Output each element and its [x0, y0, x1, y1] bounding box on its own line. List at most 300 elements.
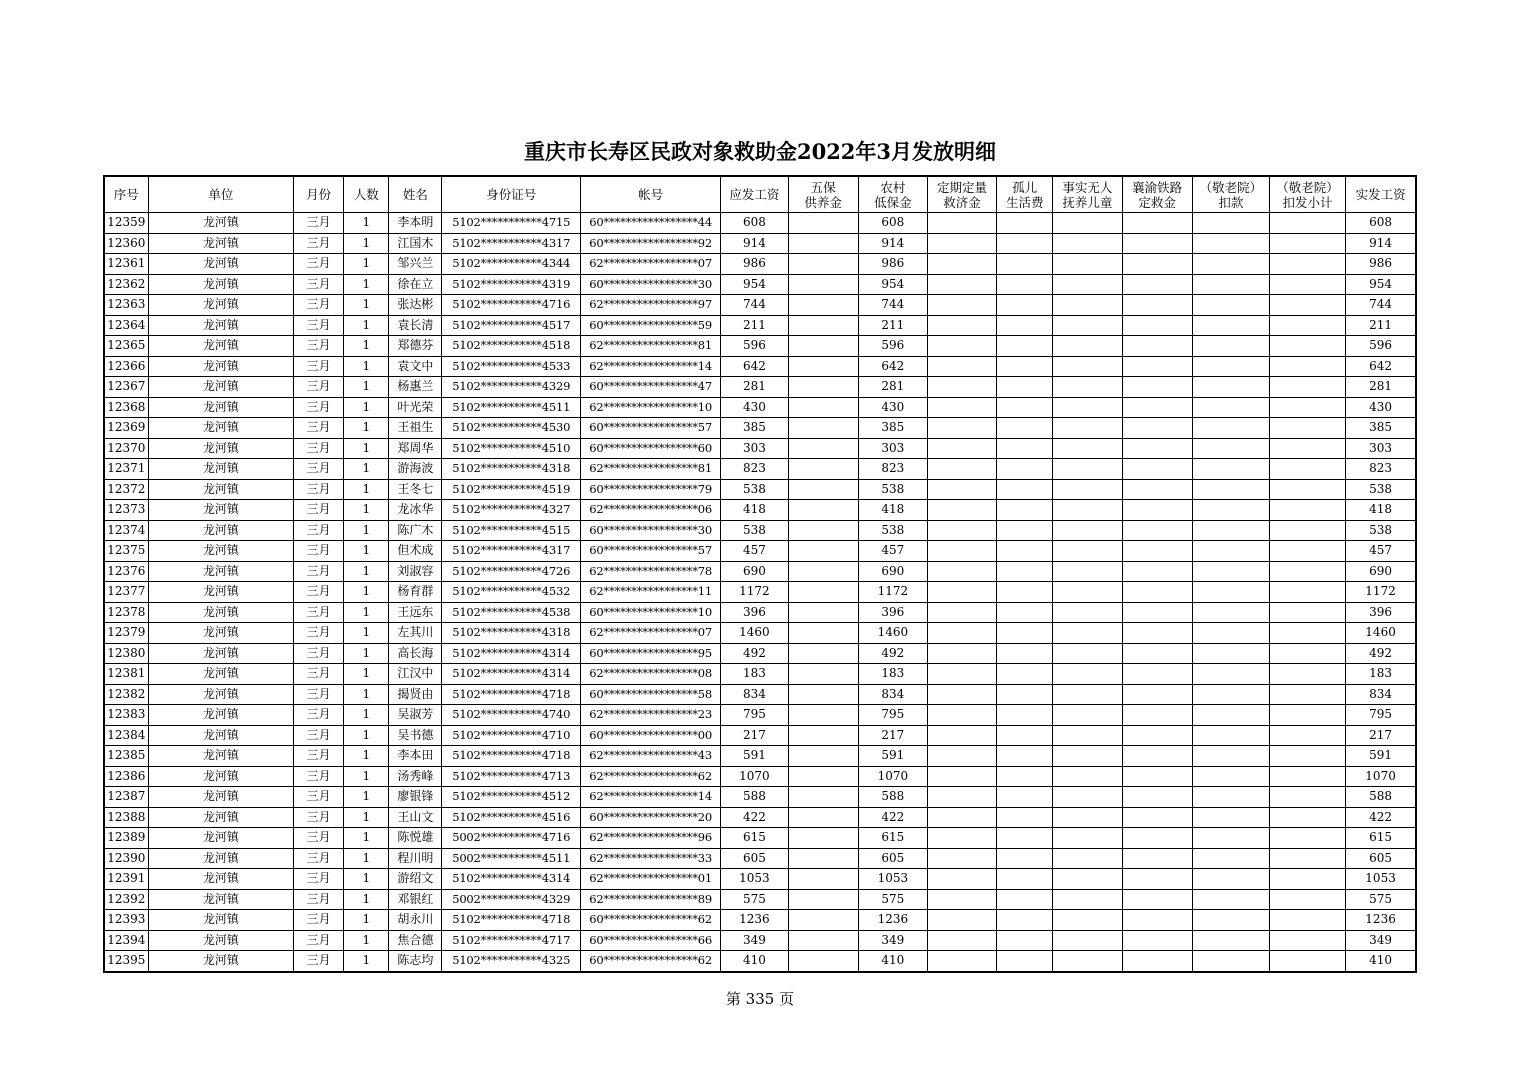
cell-railway	[1122, 643, 1192, 664]
cell-count: 1	[344, 233, 389, 254]
header-col-id-number: 身份证号	[442, 176, 580, 213]
cell-id-number: 5102***********4530	[442, 418, 580, 439]
cell-unit: 龙河镇	[148, 233, 293, 254]
cell-name: 陈悦雄	[389, 828, 442, 849]
cell-payable: 418	[721, 500, 788, 521]
cell-orphan	[997, 315, 1053, 336]
cell-deduction	[1192, 233, 1269, 254]
cell-unsupported-child	[1053, 541, 1122, 562]
cell-orphan	[997, 807, 1053, 828]
cell-month: 三月	[294, 295, 344, 316]
cell-orphan	[997, 233, 1053, 254]
cell-unsupported-child	[1053, 910, 1122, 931]
cell-orphan	[997, 582, 1053, 603]
cell-actual: 538	[1346, 520, 1416, 541]
cell-wubao	[788, 213, 858, 234]
cell-month: 三月	[294, 828, 344, 849]
table-row	[104, 459, 1416, 480]
cell-name: 陈志均	[389, 951, 442, 972]
cell-dibao: 605	[858, 848, 927, 869]
cell-deduction-subtotal	[1269, 397, 1345, 418]
cell-month: 三月	[294, 541, 344, 562]
table-row	[104, 561, 1416, 582]
cell-id-number: 5102***********4511	[442, 397, 580, 418]
cell-deduction	[1192, 787, 1269, 808]
cell-deduction	[1192, 930, 1269, 951]
cell-seq: 12384	[104, 725, 148, 746]
cell-id-number: 5102***********4718	[442, 746, 580, 767]
cell-railway	[1122, 561, 1192, 582]
header-col-unsupported-child: 事实无人 抚养儿童	[1053, 176, 1122, 213]
cell-relief	[927, 787, 996, 808]
cell-seq: 12364	[104, 315, 148, 336]
cell-actual: 608	[1346, 213, 1416, 234]
cell-account: 62*****************33	[580, 848, 720, 869]
cell-orphan	[997, 438, 1053, 459]
cell-relief	[927, 479, 996, 500]
cell-month: 三月	[294, 254, 344, 275]
cell-relief	[927, 541, 996, 562]
cell-orphan	[997, 664, 1053, 685]
cell-relief	[927, 623, 996, 644]
table-row	[104, 602, 1416, 623]
cell-deduction-subtotal	[1269, 561, 1345, 582]
cell-count: 1	[344, 213, 389, 234]
cell-id-number: 5102***********4515	[442, 520, 580, 541]
cell-payable: 575	[721, 889, 788, 910]
table-row	[104, 254, 1416, 275]
table-row	[104, 438, 1416, 459]
cell-seq: 12393	[104, 910, 148, 931]
cell-payable: 605	[721, 848, 788, 869]
cell-deduction-subtotal	[1269, 459, 1345, 480]
cell-deduction-subtotal	[1269, 541, 1345, 562]
cell-dibao: 642	[858, 356, 927, 377]
cell-seq: 12387	[104, 787, 148, 808]
cell-id-number: 5102***********4718	[442, 910, 580, 931]
cell-id-number: 5002***********4716	[442, 828, 580, 849]
cell-month: 三月	[294, 643, 344, 664]
cell-name: 邹兴兰	[389, 254, 442, 275]
cell-relief	[927, 500, 996, 521]
cell-count: 1	[344, 254, 389, 275]
table-row	[104, 397, 1416, 418]
header-col-payable: 应发工资	[721, 176, 788, 213]
cell-month: 三月	[294, 930, 344, 951]
cell-id-number: 5102***********4718	[442, 684, 580, 705]
cell-count: 1	[344, 930, 389, 951]
cell-id-number: 5102***********4518	[442, 336, 580, 357]
cell-name: 李本田	[389, 746, 442, 767]
cell-unit: 龙河镇	[148, 910, 293, 931]
cell-name: 但术成	[389, 541, 442, 562]
cell-deduction	[1192, 664, 1269, 685]
cell-id-number: 5102***********4314	[442, 643, 580, 664]
cell-relief	[927, 397, 996, 418]
cell-unit: 龙河镇	[148, 787, 293, 808]
cell-account: 62*****************81	[580, 336, 720, 357]
cell-deduction-subtotal	[1269, 746, 1345, 767]
cell-account: 62*****************10	[580, 397, 720, 418]
cell-relief	[927, 848, 996, 869]
cell-deduction	[1192, 684, 1269, 705]
cell-railway	[1122, 951, 1192, 972]
cell-deduction	[1192, 602, 1269, 623]
cell-account: 60*****************47	[580, 377, 720, 398]
cell-account: 60*****************59	[580, 315, 720, 336]
cell-orphan	[997, 561, 1053, 582]
cell-dibao: 744	[858, 295, 927, 316]
cell-account: 60*****************92	[580, 233, 720, 254]
cell-month: 三月	[294, 848, 344, 869]
cell-wubao	[788, 295, 858, 316]
cell-actual: 1172	[1346, 582, 1416, 603]
cell-count: 1	[344, 438, 389, 459]
cell-dibao: 183	[858, 664, 927, 685]
cell-seq: 12376	[104, 561, 148, 582]
cell-count: 1	[344, 582, 389, 603]
cell-dibao: 410	[858, 951, 927, 972]
table-row	[104, 725, 1416, 746]
cell-unit: 龙河镇	[148, 561, 293, 582]
cell-month: 三月	[294, 274, 344, 295]
cell-id-number: 5102***********4510	[442, 438, 580, 459]
cell-id-number: 5102***********4538	[442, 602, 580, 623]
cell-month: 三月	[294, 869, 344, 890]
cell-unit: 龙河镇	[148, 541, 293, 562]
cell-account: 60*****************10	[580, 602, 720, 623]
cell-id-number: 5102***********4344	[442, 254, 580, 275]
cell-unsupported-child	[1053, 356, 1122, 377]
cell-seq: 12374	[104, 520, 148, 541]
cell-unsupported-child	[1053, 746, 1122, 767]
cell-dibao: 1053	[858, 869, 927, 890]
cell-account: 62*****************07	[580, 623, 720, 644]
table-row	[104, 336, 1416, 357]
cell-unit: 龙河镇	[148, 520, 293, 541]
cell-dibao: 422	[858, 807, 927, 828]
document-title: 重庆市长寿区民政对象救助金2022年3月发放明细	[523, 139, 997, 164]
cell-dibao: 591	[858, 746, 927, 767]
cell-account: 62*****************97	[580, 295, 720, 316]
cell-wubao	[788, 889, 858, 910]
cell-id-number: 5102***********4317	[442, 233, 580, 254]
cell-relief	[927, 889, 996, 910]
cell-account: 62*****************78	[580, 561, 720, 582]
cell-wubao	[788, 787, 858, 808]
cell-unit: 龙河镇	[148, 397, 293, 418]
cell-payable: 492	[721, 643, 788, 664]
cell-seq: 12379	[104, 623, 148, 644]
cell-seq: 12395	[104, 951, 148, 972]
header-col-relief: 定期定量 救济金	[927, 176, 996, 213]
cell-account: 60*****************79	[580, 479, 720, 500]
cell-count: 1	[344, 479, 389, 500]
cell-unit: 龙河镇	[148, 336, 293, 357]
table-row	[104, 766, 1416, 787]
cell-actual: 349	[1346, 930, 1416, 951]
cell-railway	[1122, 459, 1192, 480]
cell-unit: 龙河镇	[148, 213, 293, 234]
cell-orphan	[997, 213, 1053, 234]
cell-unit: 龙河镇	[148, 254, 293, 275]
cell-unsupported-child	[1053, 643, 1122, 664]
cell-unsupported-child	[1053, 295, 1122, 316]
cell-id-number: 5102***********4726	[442, 561, 580, 582]
cell-orphan	[997, 643, 1053, 664]
cell-dibao: 588	[858, 787, 927, 808]
cell-account: 62*****************96	[580, 828, 720, 849]
cell-name: 游海波	[389, 459, 442, 480]
table-row	[104, 910, 1416, 931]
cell-dibao: 575	[858, 889, 927, 910]
table-row	[104, 848, 1416, 869]
cell-railway	[1122, 684, 1192, 705]
cell-unsupported-child	[1053, 397, 1122, 418]
cell-count: 1	[344, 848, 389, 869]
cell-name: 高长海	[389, 643, 442, 664]
table-row	[104, 479, 1416, 500]
cell-payable: 217	[721, 725, 788, 746]
cell-seq: 12367	[104, 377, 148, 398]
cell-relief	[927, 766, 996, 787]
cell-deduction-subtotal	[1269, 930, 1345, 951]
cell-dibao: 823	[858, 459, 927, 480]
cell-month: 三月	[294, 213, 344, 234]
cell-orphan	[997, 602, 1053, 623]
cell-month: 三月	[294, 356, 344, 377]
cell-dibao: 954	[858, 274, 927, 295]
header-col-railway: 襄渝铁路 定救金	[1122, 176, 1192, 213]
cell-name: 郑德芬	[389, 336, 442, 357]
cell-unit: 龙河镇	[148, 602, 293, 623]
cell-actual: 1460	[1346, 623, 1416, 644]
cell-name: 焦合德	[389, 930, 442, 951]
cell-actual: 795	[1346, 705, 1416, 726]
table-row	[104, 295, 1416, 316]
cell-name: 王远东	[389, 602, 442, 623]
table-row	[104, 582, 1416, 603]
cell-name: 李本明	[389, 213, 442, 234]
cell-count: 1	[344, 951, 389, 972]
table-header	[104, 176, 1416, 213]
header-col-account: 帐号	[580, 176, 720, 213]
table-row	[104, 377, 1416, 398]
cell-dibao: 538	[858, 479, 927, 500]
cell-seq: 12372	[104, 479, 148, 500]
cell-payable: 823	[721, 459, 788, 480]
cell-unsupported-child	[1053, 930, 1122, 951]
cell-railway	[1122, 889, 1192, 910]
cell-name: 刘淑容	[389, 561, 442, 582]
header-col-deduction: （敬老院） 扣款	[1192, 176, 1269, 213]
cell-dibao: 1460	[858, 623, 927, 644]
cell-deduction-subtotal	[1269, 295, 1345, 316]
cell-actual: 986	[1346, 254, 1416, 275]
cell-actual: 457	[1346, 541, 1416, 562]
cell-count: 1	[344, 500, 389, 521]
cell-seq: 12371	[104, 459, 148, 480]
cell-account: 62*****************14	[580, 356, 720, 377]
cell-account: 62*****************08	[580, 664, 720, 685]
cell-deduction	[1192, 541, 1269, 562]
cell-railway	[1122, 295, 1192, 316]
cell-unsupported-child	[1053, 500, 1122, 521]
cell-count: 1	[344, 561, 389, 582]
cell-relief	[927, 213, 996, 234]
cell-railway	[1122, 254, 1192, 275]
cell-unsupported-child	[1053, 684, 1122, 705]
table-row	[104, 213, 1416, 234]
table-row	[104, 500, 1416, 521]
cell-name: 揭贤由	[389, 684, 442, 705]
cell-count: 1	[344, 295, 389, 316]
cell-account: 62*****************01	[580, 869, 720, 890]
cell-wubao	[788, 397, 858, 418]
cell-name: 江国木	[389, 233, 442, 254]
cell-orphan	[997, 787, 1053, 808]
cell-wubao	[788, 520, 858, 541]
cell-orphan	[997, 828, 1053, 849]
cell-deduction-subtotal	[1269, 725, 1345, 746]
cell-payable: 396	[721, 602, 788, 623]
cell-payable: 422	[721, 807, 788, 828]
cell-month: 三月	[294, 725, 344, 746]
cell-relief	[927, 951, 996, 972]
cell-orphan	[997, 910, 1053, 931]
cell-deduction-subtotal	[1269, 213, 1345, 234]
cell-wubao	[788, 725, 858, 746]
table-row	[104, 520, 1416, 541]
cell-dibao: 492	[858, 643, 927, 664]
cell-id-number: 5102***********4533	[442, 356, 580, 377]
cell-railway	[1122, 705, 1192, 726]
cell-month: 三月	[294, 459, 344, 480]
cell-payable: 588	[721, 787, 788, 808]
cell-payable: 303	[721, 438, 788, 459]
cell-relief	[927, 705, 996, 726]
cell-relief	[927, 438, 996, 459]
cell-count: 1	[344, 705, 389, 726]
cell-name: 杨惠兰	[389, 377, 442, 398]
cell-count: 1	[344, 869, 389, 890]
cell-relief	[927, 356, 996, 377]
cell-month: 三月	[294, 377, 344, 398]
cell-unit: 龙河镇	[148, 725, 293, 746]
cell-deduction-subtotal	[1269, 582, 1345, 603]
cell-railway	[1122, 397, 1192, 418]
cell-deduction-subtotal	[1269, 623, 1345, 644]
cell-id-number: 5002***********4511	[442, 848, 580, 869]
cell-count: 1	[344, 377, 389, 398]
cell-actual: 217	[1346, 725, 1416, 746]
cell-seq: 12390	[104, 848, 148, 869]
cell-seq: 12360	[104, 233, 148, 254]
cell-relief	[927, 910, 996, 931]
cell-unsupported-child	[1053, 807, 1122, 828]
cell-month: 三月	[294, 582, 344, 603]
cell-payable: 281	[721, 377, 788, 398]
cell-id-number: 5102***********4532	[442, 582, 580, 603]
cell-railway	[1122, 274, 1192, 295]
cell-wubao	[788, 684, 858, 705]
cell-account: 60*****************62	[580, 951, 720, 972]
cell-deduction	[1192, 459, 1269, 480]
cell-orphan	[997, 951, 1053, 972]
cell-deduction-subtotal	[1269, 910, 1345, 931]
table-row	[104, 623, 1416, 644]
table-row	[104, 643, 1416, 664]
header-col-unit: 单位	[148, 176, 293, 213]
cell-month: 三月	[294, 233, 344, 254]
cell-dibao: 615	[858, 828, 927, 849]
cell-name: 张达彬	[389, 295, 442, 316]
cell-name: 徐在立	[389, 274, 442, 295]
cell-relief	[927, 336, 996, 357]
cell-name: 龙冰华	[389, 500, 442, 521]
cell-railway	[1122, 869, 1192, 890]
cell-deduction	[1192, 746, 1269, 767]
cell-name: 陈广木	[389, 520, 442, 541]
cell-actual: 823	[1346, 459, 1416, 480]
cell-count: 1	[344, 397, 389, 418]
cell-orphan	[997, 356, 1053, 377]
cell-count: 1	[344, 336, 389, 357]
cell-deduction	[1192, 397, 1269, 418]
cell-id-number: 5102***********4710	[442, 725, 580, 746]
cell-deduction	[1192, 582, 1269, 603]
cell-id-number: 5102***********4717	[442, 930, 580, 951]
cell-unsupported-child	[1053, 582, 1122, 603]
cell-relief	[927, 233, 996, 254]
cell-orphan	[997, 684, 1053, 705]
cell-actual: 183	[1346, 664, 1416, 685]
cell-actual: 303	[1346, 438, 1416, 459]
cell-railway	[1122, 315, 1192, 336]
cell-count: 1	[344, 643, 389, 664]
cell-deduction	[1192, 500, 1269, 521]
cell-name: 廖银锋	[389, 787, 442, 808]
cell-dibao: 795	[858, 705, 927, 726]
cell-orphan	[997, 336, 1053, 357]
cell-unsupported-child	[1053, 889, 1122, 910]
cell-deduction	[1192, 807, 1269, 828]
cell-payable: 410	[721, 951, 788, 972]
cell-unit: 龙河镇	[148, 930, 293, 951]
cell-unsupported-child	[1053, 459, 1122, 480]
cell-unsupported-child	[1053, 520, 1122, 541]
cell-count: 1	[344, 602, 389, 623]
cell-wubao	[788, 233, 858, 254]
cell-dibao: 914	[858, 233, 927, 254]
cell-id-number: 5102***********4517	[442, 315, 580, 336]
cell-dibao: 1236	[858, 910, 927, 931]
cell-seq: 12382	[104, 684, 148, 705]
cell-wubao	[788, 356, 858, 377]
cell-actual: 914	[1346, 233, 1416, 254]
cell-count: 1	[344, 356, 389, 377]
cell-account: 60*****************57	[580, 541, 720, 562]
cell-wubao	[788, 315, 858, 336]
cell-railway	[1122, 479, 1192, 500]
cell-unsupported-child	[1053, 377, 1122, 398]
cell-id-number: 5102***********4314	[442, 664, 580, 685]
cell-id-number: 5102***********4325	[442, 951, 580, 972]
cell-relief	[927, 459, 996, 480]
cell-dibao: 608	[858, 213, 927, 234]
cell-deduction	[1192, 910, 1269, 931]
cell-orphan	[997, 930, 1053, 951]
